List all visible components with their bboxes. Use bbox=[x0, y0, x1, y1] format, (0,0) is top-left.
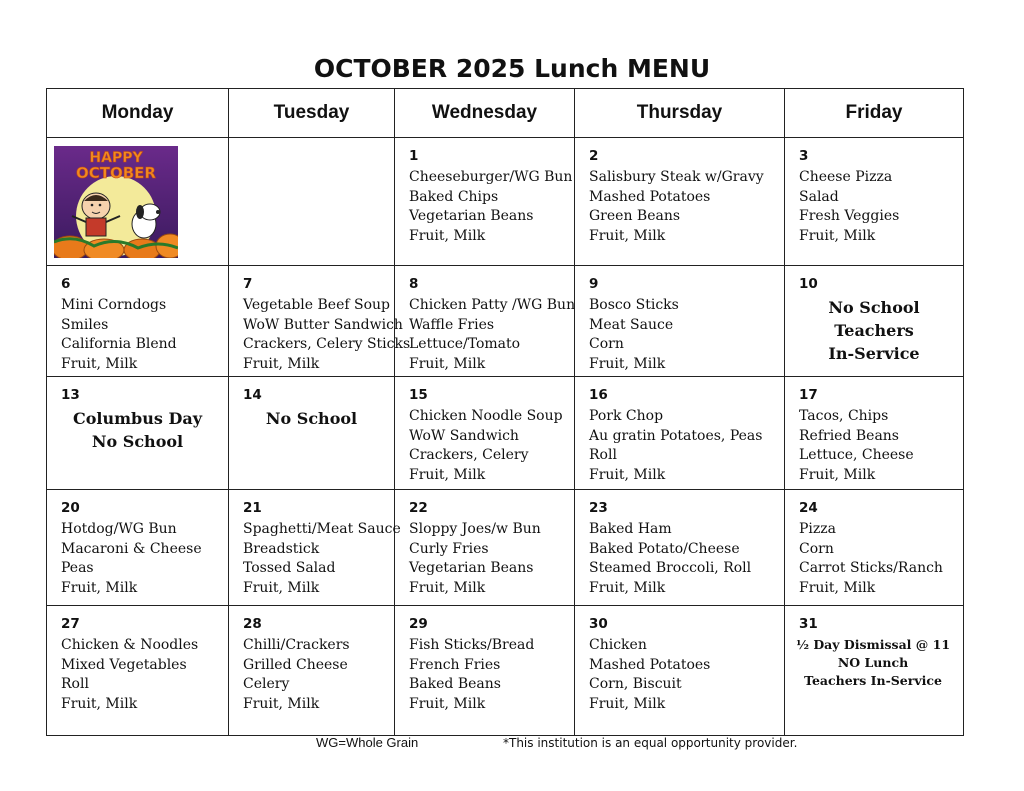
day-number: 7 bbox=[243, 276, 253, 292]
day-content bbox=[785, 606, 963, 690]
day-cell bbox=[229, 606, 395, 736]
menu-item: WoW Sandwich bbox=[409, 427, 519, 444]
menu-item: Chicken Patty /WG Bun bbox=[409, 297, 576, 313]
art-text-happy: HAPPY bbox=[89, 150, 143, 166]
menu-item: Fruit, Milk bbox=[243, 579, 320, 596]
day-number: 29 bbox=[409, 616, 428, 632]
week-row bbox=[47, 606, 964, 736]
menu-item: Crackers, Celery Sticks bbox=[243, 336, 411, 352]
menu-item: Corn, Biscuit bbox=[589, 676, 682, 692]
menu-item: Vegetarian Beans bbox=[409, 560, 534, 576]
weekday-header-row bbox=[47, 89, 964, 138]
menu-item: California Blend bbox=[61, 336, 177, 352]
day-cell bbox=[575, 138, 785, 266]
menu-item: Roll bbox=[589, 447, 617, 463]
menu-item: Salisbury Steak w/Gravy bbox=[589, 169, 764, 185]
day-cell bbox=[47, 138, 229, 266]
day-number: 30 bbox=[589, 616, 608, 632]
week-row bbox=[47, 266, 964, 377]
menu-item: WoW Butter Sandwich bbox=[243, 316, 403, 333]
menu-item: Waffle Fries bbox=[409, 316, 495, 333]
day-content bbox=[785, 490, 963, 598]
day-content bbox=[395, 138, 574, 246]
day-number: 8 bbox=[409, 276, 419, 292]
day-cell bbox=[395, 377, 575, 490]
menu-item: Roll bbox=[61, 676, 89, 692]
menu-item: Mixed Vegetables bbox=[61, 656, 187, 673]
menu-item: Pork Chop bbox=[589, 408, 664, 424]
day-cell bbox=[785, 377, 964, 490]
menu-item: Crackers, Celery bbox=[409, 447, 529, 463]
day-cell bbox=[229, 266, 411, 377]
menu-item: Cheese Pizza bbox=[799, 169, 893, 185]
header-monday: Monday bbox=[47, 89, 229, 138]
no-school-note: No School bbox=[91, 432, 184, 451]
day-cell bbox=[47, 606, 229, 736]
equal-opportunity-note: *This institution is an equal opportunity provider. bbox=[503, 736, 798, 750]
week-row bbox=[47, 138, 964, 266]
day-number: 2 bbox=[589, 148, 599, 164]
day-content bbox=[47, 138, 228, 258]
menu-item: Baked Chips bbox=[409, 188, 499, 205]
menu-item: Carrot Sticks/Ranch bbox=[799, 560, 943, 576]
menu-item: Vegetarian Beans bbox=[409, 208, 534, 224]
menu-item: Cheeseburger/WG Bun bbox=[409, 169, 573, 185]
day-content bbox=[785, 138, 963, 246]
day-content bbox=[785, 377, 963, 485]
menu-item: Bosco Sticks bbox=[589, 297, 679, 313]
day-cell bbox=[575, 377, 785, 490]
menu-item: Macaroni & Cheese bbox=[61, 540, 202, 557]
day-cell bbox=[785, 490, 964, 606]
day-content bbox=[575, 377, 784, 485]
day-content bbox=[395, 490, 574, 598]
day-content bbox=[575, 606, 784, 714]
menu-item: Curly Fries bbox=[409, 540, 489, 557]
menu-item: Chicken Noodle Soup bbox=[409, 408, 563, 424]
menu-item: Lettuce, Cheese bbox=[799, 447, 914, 463]
day-cell bbox=[229, 490, 401, 606]
day-number: 20 bbox=[61, 500, 80, 516]
header-friday: Friday bbox=[785, 89, 964, 138]
day-cell bbox=[395, 490, 575, 606]
menu-item: Pizza bbox=[799, 521, 836, 537]
menu-item: Fruit, Milk bbox=[799, 579, 876, 596]
day-number: 24 bbox=[799, 500, 818, 516]
header-thursday: Thursday bbox=[575, 89, 785, 138]
day-content bbox=[575, 490, 784, 598]
menu-item: Steamed Broccoli, Roll bbox=[589, 560, 752, 576]
no-school-note: In-Service bbox=[828, 344, 920, 363]
day-number: 9 bbox=[589, 276, 599, 292]
menu-item: Mashed Potatoes bbox=[589, 656, 711, 673]
day-number: 17 bbox=[799, 387, 818, 403]
day-content bbox=[395, 266, 574, 374]
day-cell bbox=[785, 606, 964, 736]
menu-item: Salad bbox=[799, 188, 839, 205]
art-text-october: OCTOBER bbox=[76, 164, 156, 182]
menu-item: Fruit, Milk bbox=[243, 695, 320, 712]
day-content bbox=[229, 138, 394, 148]
menu-item: French Fries bbox=[409, 656, 501, 673]
menu-item: Tacos, Chips bbox=[799, 408, 889, 424]
menu-item: Fruit, Milk bbox=[409, 695, 486, 712]
menu-item: Fruit, Milk bbox=[409, 466, 486, 483]
day-number: 15 bbox=[409, 387, 428, 403]
menu-item: Chicken bbox=[589, 637, 647, 653]
half-day-note: Teachers In-Service bbox=[804, 673, 942, 688]
day-cell bbox=[47, 266, 229, 377]
menu-item: Fruit, Milk bbox=[409, 227, 486, 244]
menu-item: Refried Beans bbox=[799, 427, 899, 444]
whole-grain-legend: WG=Whole Grain bbox=[316, 735, 419, 750]
no-school-note: No School bbox=[265, 409, 358, 428]
no-school-note: Teachers bbox=[834, 321, 914, 340]
menu-item: Sloppy Joes/w Bun bbox=[409, 521, 541, 537]
menu-item: Corn bbox=[589, 336, 624, 352]
day-cell bbox=[229, 377, 395, 490]
day-number: 22 bbox=[409, 500, 428, 516]
menu-item: Corn bbox=[799, 540, 834, 557]
day-cell bbox=[785, 266, 964, 377]
menu-item: Baked Ham bbox=[589, 521, 672, 537]
day-content bbox=[229, 490, 401, 598]
menu-item: Green Beans bbox=[589, 208, 681, 224]
menu-item: Fruit, Milk bbox=[589, 355, 666, 372]
day-content bbox=[47, 606, 228, 714]
lunch-menu-calendar bbox=[46, 88, 964, 736]
day-content bbox=[229, 266, 411, 374]
menu-item: Fruit, Milk bbox=[409, 355, 486, 372]
menu-item: Peas bbox=[61, 560, 94, 576]
day-cell bbox=[47, 377, 229, 490]
day-number: 28 bbox=[243, 616, 262, 632]
header-wednesday: Wednesday bbox=[395, 89, 575, 138]
day-cell bbox=[47, 490, 229, 606]
day-number: 1 bbox=[409, 148, 419, 164]
no-school-note: Columbus Day bbox=[73, 409, 202, 428]
no-school-note: No School bbox=[828, 298, 920, 317]
menu-item: Meat Sauce bbox=[589, 316, 674, 333]
menu-item: Hotdog/WG Bun bbox=[61, 521, 177, 537]
day-number: 13 bbox=[61, 387, 80, 403]
menu-item: Fruit, Milk bbox=[589, 227, 666, 244]
menu-item: Fruit, Milk bbox=[799, 227, 876, 244]
day-number: 27 bbox=[61, 616, 80, 632]
day-number: 14 bbox=[243, 387, 262, 403]
day-content bbox=[47, 266, 228, 374]
week-row bbox=[47, 377, 964, 490]
menu-item: Chilli/Crackers bbox=[243, 637, 350, 653]
day-number: 31 bbox=[799, 616, 818, 632]
menu-item: Fresh Veggies bbox=[799, 208, 900, 224]
menu-item: Fruit, Milk bbox=[409, 579, 486, 596]
day-cell bbox=[575, 266, 785, 377]
day-content bbox=[575, 138, 784, 246]
day-number: 10 bbox=[799, 276, 818, 292]
menu-item: Fruit, Milk bbox=[243, 355, 320, 372]
day-content bbox=[395, 377, 574, 485]
day-cell bbox=[395, 138, 575, 266]
menu-item: Grilled Cheese bbox=[243, 656, 348, 673]
half-day-note: ½ Day Dismissal @ 11 bbox=[795, 637, 951, 652]
menu-item: Mini Corndogs bbox=[61, 297, 167, 313]
menu-item: Baked Potato/Cheese bbox=[589, 540, 740, 557]
menu-item: Tossed Salad bbox=[243, 560, 336, 576]
menu-title: OCTOBER 2025 Lunch MENU bbox=[313, 54, 711, 83]
menu-item: Au gratin Potatoes, Peas bbox=[589, 427, 763, 444]
day-content bbox=[575, 266, 784, 374]
menu-item: Fruit, Milk bbox=[61, 579, 138, 596]
day-cell bbox=[395, 606, 575, 736]
menu-item: Celery bbox=[243, 676, 290, 692]
menu-item: Fruit, Milk bbox=[799, 466, 876, 483]
menu-item: Fruit, Milk bbox=[61, 695, 138, 712]
menu-item: Smiles bbox=[61, 316, 109, 333]
day-number: 16 bbox=[589, 387, 608, 403]
day-cell bbox=[785, 138, 964, 266]
day-content bbox=[47, 490, 228, 598]
menu-item: Vegetable Beef Soup bbox=[243, 297, 390, 313]
half-day-note: NO Lunch bbox=[837, 655, 909, 670]
menu-item: Fruit, Milk bbox=[589, 579, 666, 596]
day-content bbox=[395, 606, 574, 714]
day-cell bbox=[395, 266, 575, 377]
day-content bbox=[229, 606, 394, 714]
menu-item: Fruit, Milk bbox=[589, 466, 666, 483]
menu-item: Lettuce/Tomato bbox=[409, 336, 521, 352]
day-number: 6 bbox=[61, 276, 71, 292]
menu-item: Baked Beans bbox=[409, 676, 501, 692]
week-row bbox=[47, 490, 964, 606]
day-content bbox=[47, 377, 228, 453]
menu-item: Spaghetti/Meat Sauce bbox=[243, 521, 401, 537]
day-content bbox=[229, 377, 394, 430]
menu-item: Chicken & Noodles bbox=[61, 637, 199, 653]
day-content bbox=[785, 266, 963, 365]
day-number: 23 bbox=[589, 500, 608, 516]
day-number: 3 bbox=[799, 148, 809, 164]
day-cell bbox=[229, 138, 395, 266]
menu-item: Mashed Potatoes bbox=[589, 188, 711, 205]
day-cell bbox=[575, 606, 785, 736]
happy-october-illustration bbox=[54, 146, 178, 258]
menu-item: Fish Sticks/Bread bbox=[409, 637, 535, 653]
header-tuesday: Tuesday bbox=[229, 89, 395, 138]
day-number: 21 bbox=[243, 500, 262, 516]
menu-item: Fruit, Milk bbox=[61, 355, 138, 372]
menu-item: Breadstick bbox=[243, 540, 320, 557]
menu-item: Fruit, Milk bbox=[589, 695, 666, 712]
day-cell bbox=[575, 490, 785, 606]
